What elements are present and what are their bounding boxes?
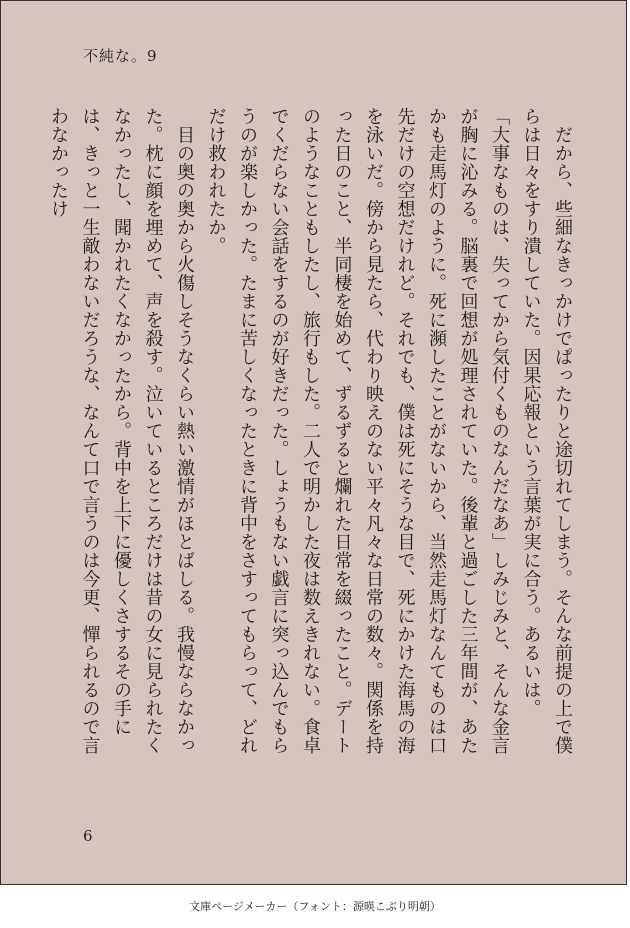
footer-caption: 文庫ページメーカー（フォント：源暎こぶり明朝） [189, 900, 441, 913]
paragraph: 目の奥の奥から火傷しそうなくらい熱い激情がほとばしる。我慢ならなかった。枕に顔を埋めて、声を殺す。泣いているところだけは昔の女に見られたくなかったし、聞かれたくなかったから。背中を上下に優しくさするその手には、きっと一生敵わないだろうな、なんて口で言うのは今更、憚られるので言わなかったけ [48, 107, 195, 755]
page-header-title: 不純な。9 [83, 47, 158, 65]
paragraph: 「大事なものは、失ってから気付くものなんだなあ」しみじみと、そんな金言が胸に沁みる。脳裏で回想が処理されていた。後輩と過ごした三年間が、あたかも走馬灯のように。死に瀕したことがないから、当然走馬灯なんてものは口先だけの空想だけれど。それでも、僕は死にそうな目で、死にかけた海馬の海を泳いだ。傍から見たら、代わり映えのない平々凡々な日常の数々。関係を持った日のこと、半同棲を始めて、ずるずると爛れた日常を綴ったこと。デートのようなこともしたし、旅行もした。二人で明かした夜は数えきれない。食卓でくだらない会話をするのが好きだった。しょうもない戯言に突っ込んでもらうのが楽しかった。たまに苦しくなったときに背中をさすってもらって、どれだけ救われたか。 [205, 107, 510, 755]
page-number: 6 [83, 827, 93, 845]
paragraph: だから、些細なきっかけでぱったりと途切れてしまう。そんな前提の上で僕らは日々をすり潰していた。因果応報という言葉が実に合う。あるいは。 [520, 107, 573, 755]
vertical-text-body [48, 107, 578, 767]
